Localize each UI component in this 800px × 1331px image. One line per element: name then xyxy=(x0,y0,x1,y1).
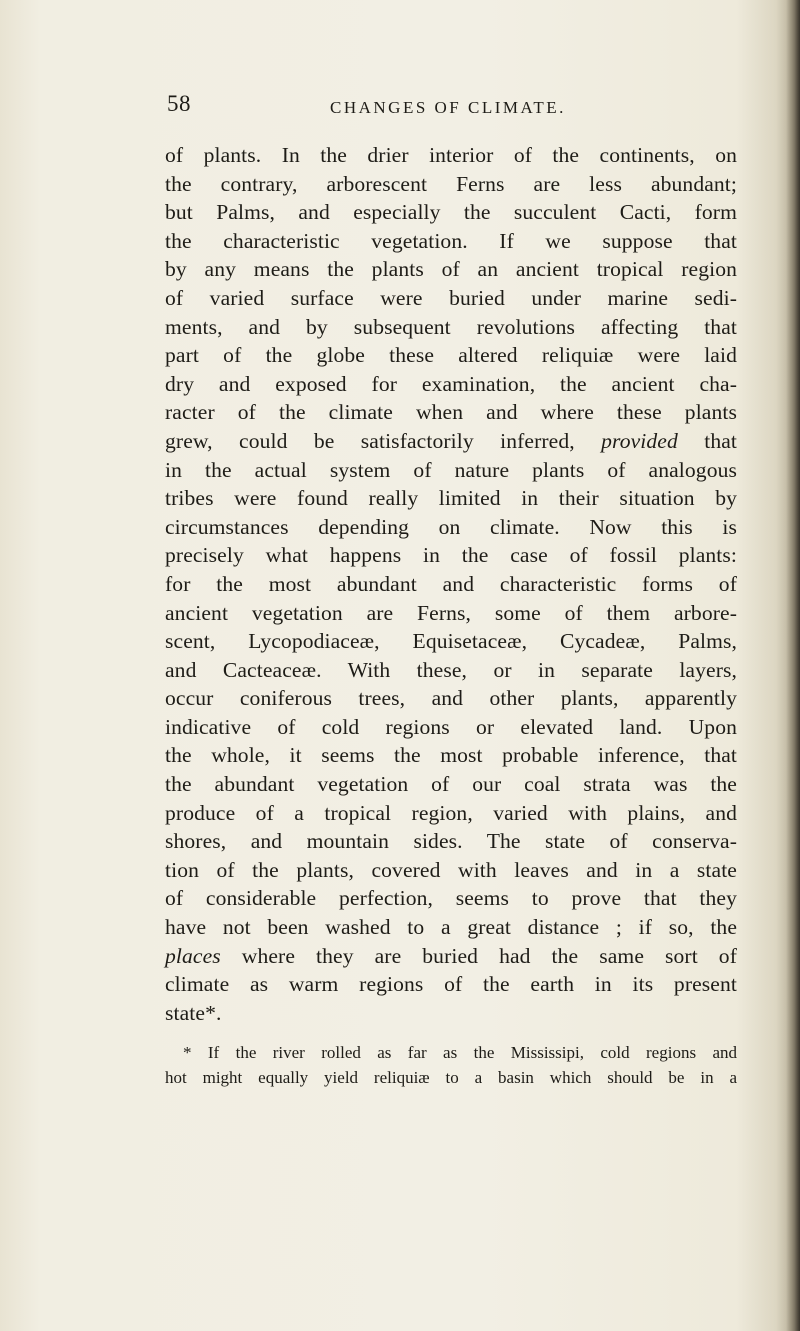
text-line: for the most abundant and characteristic forms of xyxy=(165,571,737,596)
text-line: occur coniferous trees, and other plants, apparently xyxy=(165,686,737,711)
text-line: racter of the climate when and where these plants xyxy=(165,400,737,425)
text-line: of plants. In the drier interior of the continents, on xyxy=(165,143,737,167)
text-line: dry and exposed for examination, the ancient cha- xyxy=(165,371,737,396)
text-line: indicative of cold regions or elevated land. Upon xyxy=(165,714,737,739)
text-line: climate as warm regions of the earth in its present xyxy=(165,972,737,997)
footnote xyxy=(165,1040,737,1090)
text-line: by any means the plants of an ancient tropical region xyxy=(165,257,737,282)
text-line: ancient vegetation are Ferns, some of them arbore- xyxy=(165,600,737,625)
text-line: tribes were found really limited in their situation by xyxy=(165,486,737,511)
page-title: CHANGES OF CLIMATE. xyxy=(330,98,566,117)
text-line: of considerable perfection, seems to prove that they xyxy=(165,886,737,911)
text-line: have not been washed to a great distance ; if so, the xyxy=(165,915,737,940)
text-line: and Cacteaceæ. With these, or in separate layers, xyxy=(165,657,737,682)
text-line-with-italic xyxy=(165,427,737,456)
text-segment: that xyxy=(677,428,738,453)
footnote-line: hot might equally yield reliquiæ to a basin which should be in a xyxy=(165,1068,737,1087)
text-line: but Palms, and especially the succulent Cacti, form xyxy=(165,200,737,225)
text-line: part of the globe these altered reliquiæ were laid xyxy=(165,343,737,368)
text-line: circumstances depending on climate. Now this is xyxy=(165,514,737,539)
text-segment: grew, could be satisfactorily inferred, xyxy=(165,428,575,453)
text-line: of varied surface were buried under marine sedi- xyxy=(165,285,737,310)
page-edge-shadow xyxy=(786,0,800,1331)
text-line: the characteristic vegetation. If we suppose that xyxy=(165,228,737,253)
text-line: the whole, it seems the most probable inference, that xyxy=(165,743,737,768)
text-line: precisely what happens in the case of fossil plants: xyxy=(165,543,737,568)
text-line: the contrary, arborescent Ferns are less abundant; xyxy=(165,171,737,196)
text-line: scent, Lycopodiaceæ, Equisetaceæ, Cycadeæ, Palms, xyxy=(165,629,737,654)
text-line: tion of the plants, covered with leaves and in a state xyxy=(165,857,737,882)
italic-word: places xyxy=(165,943,221,968)
italic-word: provided xyxy=(601,428,678,453)
page-number: 58 xyxy=(167,91,191,116)
text-line: state*. xyxy=(165,1000,222,1025)
text-segment: where they are buried had the same sort of xyxy=(241,943,737,968)
text-line: produce of a tropical region, varied with plains, and xyxy=(165,800,737,825)
running-head xyxy=(0,91,800,125)
text-line: ments, and by subsequent revolutions affecting that xyxy=(165,314,737,339)
text-line: the abundant vegetation of our coal strata was the xyxy=(165,772,737,797)
text-line-with-italic xyxy=(165,942,737,971)
text-line: in the actual system of nature plants of analogous xyxy=(165,457,737,482)
footnote-line: * If the river rolled as far as the Mississipi, cold regions and xyxy=(183,1043,737,1062)
text-line: shores, and mountain sides. The state of conserva- xyxy=(165,829,737,854)
body-paragraph xyxy=(165,141,737,1027)
